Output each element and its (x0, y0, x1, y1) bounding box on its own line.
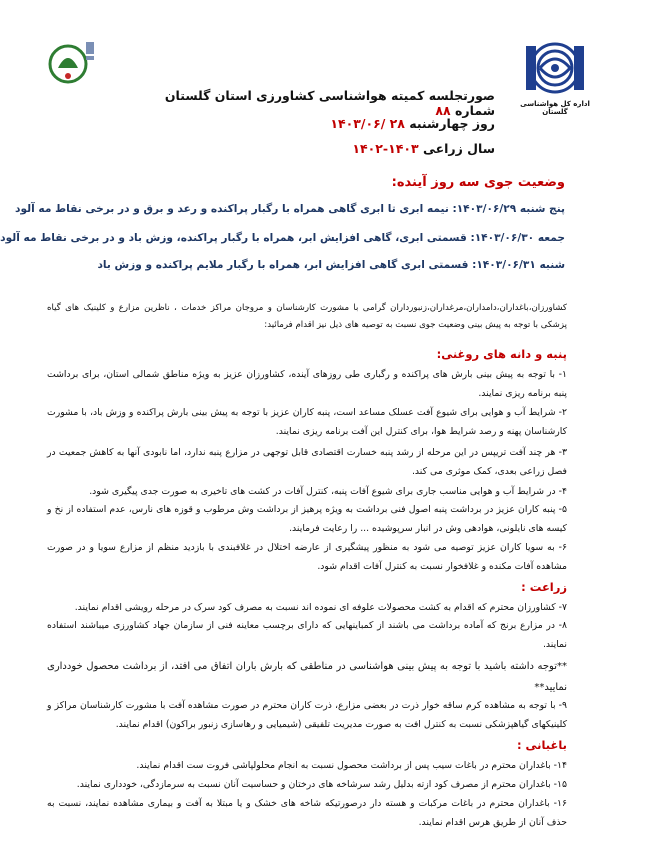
year-label: سال زراعی (422, 141, 495, 156)
year-value: ۱۴۰۳-۱۴۰۲ (352, 141, 419, 156)
recommendation-item: ۱۴- باغداران محترم در باغات سیب پس از برداشت محصول نسبت به انجام محلولپاشی فروت ست اقدام نمایند. (136, 760, 567, 771)
recommendation-item: ۱۶- باغداران محترم در باغات مرکبات و هسته دار درصورتیکه شاخه های خشک و یا مبتلا به آفت و بیماری مشاهده نمایند، نسبت به حذف آنان از طریق هرس اقدام نمایند. (47, 798, 567, 828)
crop-year (175, 141, 495, 156)
recommendation-item: ۶- به سویا کاران عزیز توصیه می شود به منظور پیشگیری از عارضه اختلال در غلافبندی با بازدید منظم از مزارع سویا و در صورت مشاهده آفات مکنده و غلافخوار نسبت به کنترل آفات اقدام شود. (47, 542, 567, 572)
title-text: صورتجلسه کمیته هواشناسی کشاورزی استان گلستان شماره (164, 88, 495, 118)
meteorological-organization-logo (511, 38, 599, 116)
recommendation-item: ۸- در مزارع برنج که آماده برداشت می باشند از کمباینهایی که دارای برچسب معاینه فنی از سازمان جهاد کشاورزی میباشند استفاده نمایند. (47, 620, 567, 650)
document-title (155, 88, 495, 118)
recommendation-item: ۳- هر چند آفت تریپس در این مرحله از رشد پنبه خسارت اقتصادی قابل توجهی در مزارع پنبه ندارد، اما نابودی آنها به کاهش جمعیت در فصل زراعی بعدی، کمک موثری می کند. (47, 447, 567, 477)
intro-paragraph: کشاورزان،باغداران،دامداران،مرغداران،زنبورداران گرامی با مشورت کارشناسان و مروجان مراکز خدمات ، ناظرین مزارع و کلینیک های گیاه پزشکی با توجه به پیش بینی وضعیت جوی نسبت به توصیه های ذیل نیز اقدام فرمائید: (47, 303, 567, 330)
meteorology-emblem-icon (520, 38, 590, 98)
gardening-heading: باغبانی : (516, 738, 567, 752)
document-date (175, 116, 495, 131)
weather-heading: وضعیت جوی سه روز آینده: (391, 175, 565, 190)
weather-line-saturday: شنبه ۱۴۰۳/۰۶/۳۱: قسمتی ابری گاهی افزایش ابر، همراه با رگبار ملایم پراکنده و وزش باد (97, 259, 565, 271)
farming-heading: زراعت : (521, 580, 567, 594)
recommendation-item: ۱۵- باغداران محترم از مصرف کود ازته بدلیل رشد سرشاخه های درختان و حساسیت آنان نسبت به سرمازدگی، خودداری نمایند. (76, 779, 567, 790)
recommendation-item: ۷- کشاورزان محترم که اقدام به کشت محصولات علوفه ای نموده اند نسبت به مصرف کود سرک در مرحله رویشی اقدام نمایند. (74, 602, 567, 613)
warning-note: **توجه داشته باشید با توجه به پیش بینی هواشناسی در مناطقی که بارش باران اتفاق می افتد، از برداشت محصول خودداری نمایید** (47, 661, 567, 693)
recommendation-item: ۴- در شرایط آب و هوایی مناسب جاری برای شیوع آفات پنبه، کنترل آفات در کشت های تاخیری به صورت جدی پیگیری شود. (89, 486, 567, 497)
recommendation-item: ۱- با توجه به پیش بینی بارش های پراکنده و رگباری طی روزهای آینده، کشاورزان عزیز به ویژه مناطق شمالی استان، برای برداشت پنبه برنامه ریزی نمایند. (47, 369, 567, 399)
weather-line-friday: جمعه ۱۴۰۳/۰۶/۳۰: قسمتی ابری، گاهی افزایش ابر، همراه با رگبار پراکنده، وزش باد و در برخی نقاط مه آلود (0, 232, 565, 244)
meeting-number: ۸۸ (435, 103, 451, 118)
date-value: ۲۸ /۱۴۰۳/۰۶ (330, 116, 405, 131)
logo-mark (520, 38, 590, 98)
recommendation-item: ۲- شرایط آب و هوایی برای شیوع آفت عسلک مساعد است، پنبه کاران عزیز با توجه به پیش بینی بارش پراکنده و وزش باد، با مشورت کارشناسان پهنه و رصد شرایط هوا، برای کنترل این آفت برنامه ریزی نمایند. (47, 407, 567, 437)
day-label: روز چهارشنبه (409, 116, 495, 131)
recommendation-item: ۵- پنبه کاران عزیز در برداشت پنبه اصول فنی برداشت به ویژه پرهیز از برداشت وش مرطوب و قوزه های نارس، عدم استفاده از نخ و کیسه های نایلونی، هوادهی وش در انبار سرپوشیده ... را رعایت فرمایند. (47, 504, 567, 534)
oilseeds-heading: پنبه و دانه های روغنی: (436, 347, 567, 361)
org-caption: اداره کل هواشناسی گلستان (520, 100, 590, 116)
agriculture-emblem-icon (40, 38, 98, 88)
agriculture-jihad-logo (40, 38, 98, 88)
recommendation-item: ۹- با توجه به مشاهده کرم ساقه خوار ذرت در بعضی مزارع، ذرت کاران محترم در صورت مشاهده آفت با مشورت کارشناسان مراکز و کلینیکهای گیاهپزشکی نسبت به کنترل افت به صورت مدیریت تلفیقی (شیمیایی و رهاسازی زنبور براکون) اقدام نمایند. (47, 700, 567, 730)
weather-line-thursday: پنج شنبه ۱۴۰۳/۰۶/۲۹: نیمه ابری تا ابری گاهی همراه با رگبار پراکنده و رعد و برق و در برخی نقاط مه آلود (15, 203, 565, 215)
